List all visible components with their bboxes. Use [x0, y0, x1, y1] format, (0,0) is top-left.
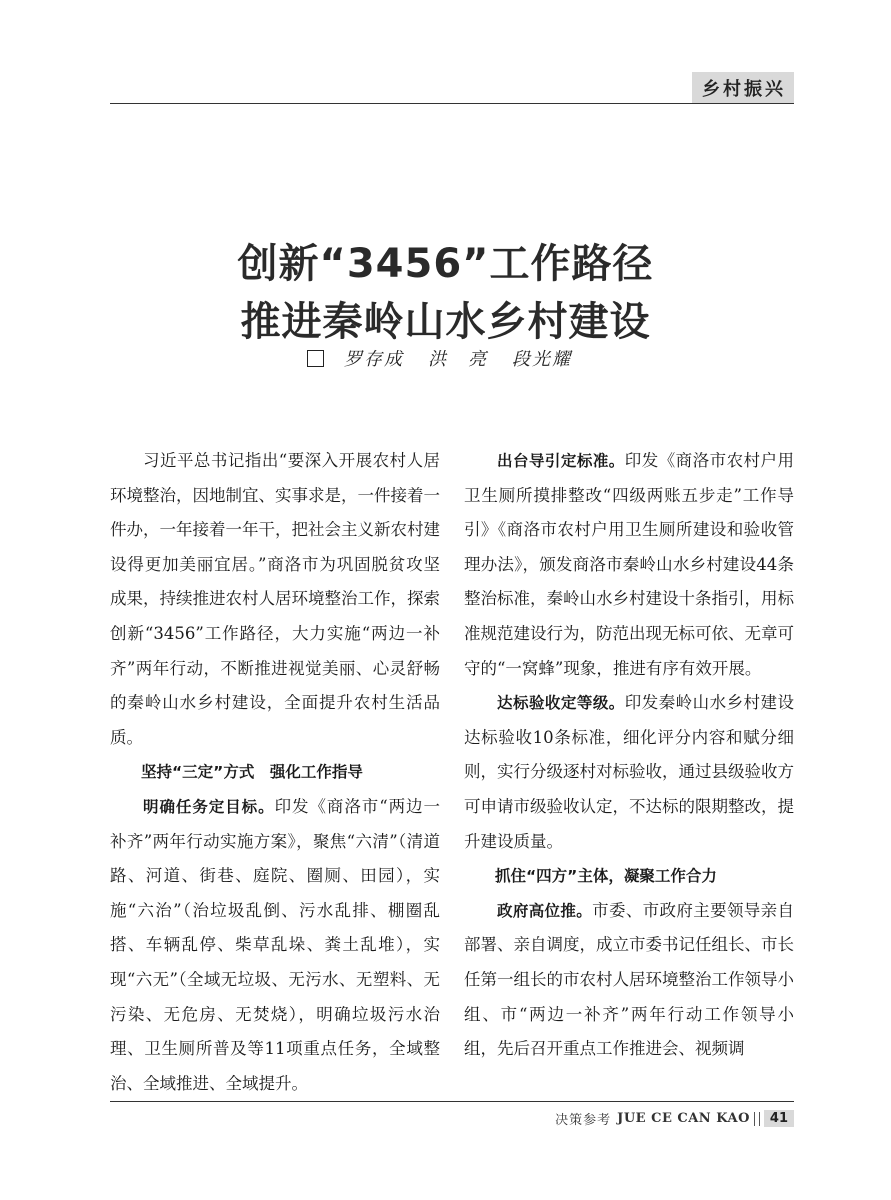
author-name: 段光耀 — [512, 349, 572, 370]
paragraph-body: 印发秦岭山水乡村建设达标验收10条标准，细化评分内容和赋分细则，实行分级逐村对标验收，通过县级验收方可申请市级验收认定，不达标的限期整改，提升建设质量。 — [464, 693, 794, 851]
body-paragraph — [464, 686, 794, 859]
article-title-line-2: 推进秦岭山水乡村建设 — [240, 299, 651, 345]
left-column — [110, 444, 440, 1101]
journal-name-en: JUE CE CAN KAO — [617, 1111, 750, 1126]
author-byline — [0, 345, 891, 371]
paragraph-lead: 明确任务定目标。 — [143, 797, 275, 816]
body-paragraph — [464, 444, 794, 686]
paragraph-lead: 达标验收定等级。 — [497, 694, 625, 713]
paragraph-body: 印发《商洛市“两边一补齐”两年行动实施方案》，聚焦“六清”（清道路、河道、街巷、庭院、圈厕、田园），实施“六治”（治垃圾乱倒、污水乱排、棚圈乱搭、车辆乱停、柴草乱垛、粪土乱堆），实现“六无”（全域无垃圾、无污水、无塑料、无污染、无危房、无焚烧），明确垃圾污水治理、卫生厕所普及等11项重点任务，全域整治、全域推进、全域提升。 — [110, 796, 440, 1093]
author-name: 洪 亮 — [428, 349, 488, 370]
section-heading: 坚持“三定”方式 强化工作指导 — [141, 763, 363, 782]
footer-rule — [110, 1101, 794, 1102]
paragraph-lead: 政府高位推。 — [497, 901, 593, 920]
paragraph-body: 印发《商洛市农村户用卫生厕所摸排整改“四级两账五步走”工作导引》《商洛市农村户用卫生厕所建设和验收管理办法》，颁发商洛市秦岭山水乡村建设44条整治标准，秦岭山水乡村建设十条指引，用标准规范建设行为，防范出现无标可依、无章可守的“一窝蜂”现象，推进有序有效开展。 — [464, 451, 794, 678]
header-rule — [110, 103, 794, 104]
page-number: 41 — [764, 1110, 794, 1127]
right-column — [464, 444, 794, 1067]
section-heading: 抓住“四方”主体，凝聚工作合力 — [495, 867, 717, 886]
paragraph-lead: 出台导引定标准。 — [497, 452, 625, 470]
section-tag: 乡村振兴 — [692, 72, 794, 104]
body-paragraph — [464, 894, 794, 1067]
journal-name-cn: 决策参考 — [555, 1113, 612, 1128]
footer-divider — [754, 1112, 760, 1126]
byline-box-icon — [307, 350, 324, 367]
author-name: 罗存成 — [344, 349, 404, 370]
paragraph-body: 市委、市政府主要领导亲自部署、亲自调度，成立市委书记任组长、市长任第一组长的市农村人居环境整治工作领导小组、市“两边一补齐”两年行动工作领导小组，先后召开重点工作推进会、视频调 — [464, 900, 794, 1059]
intro-paragraph: 习近平总书记指出“要深入开展农村人居环境整治，因地制宜、实事求是，一件接着一件办，一年接着一年干，把社会主义新农村建设得更加美丽宜居。”商洛市为巩固脱贫攻坚成果，持续推进农村人居环境整治工作，探索创新“3456”工作路径，大力实施“两边一补齐”两年行动，不断推进视觉美丽、心灵舒畅的秦岭山水乡村建设，全面提升农村生活品质。 — [110, 451, 440, 747]
page-footer — [555, 1109, 794, 1128]
article-title-line-1: 创新“3456”工作路径 — [237, 241, 654, 287]
body-paragraph — [110, 790, 440, 1101]
